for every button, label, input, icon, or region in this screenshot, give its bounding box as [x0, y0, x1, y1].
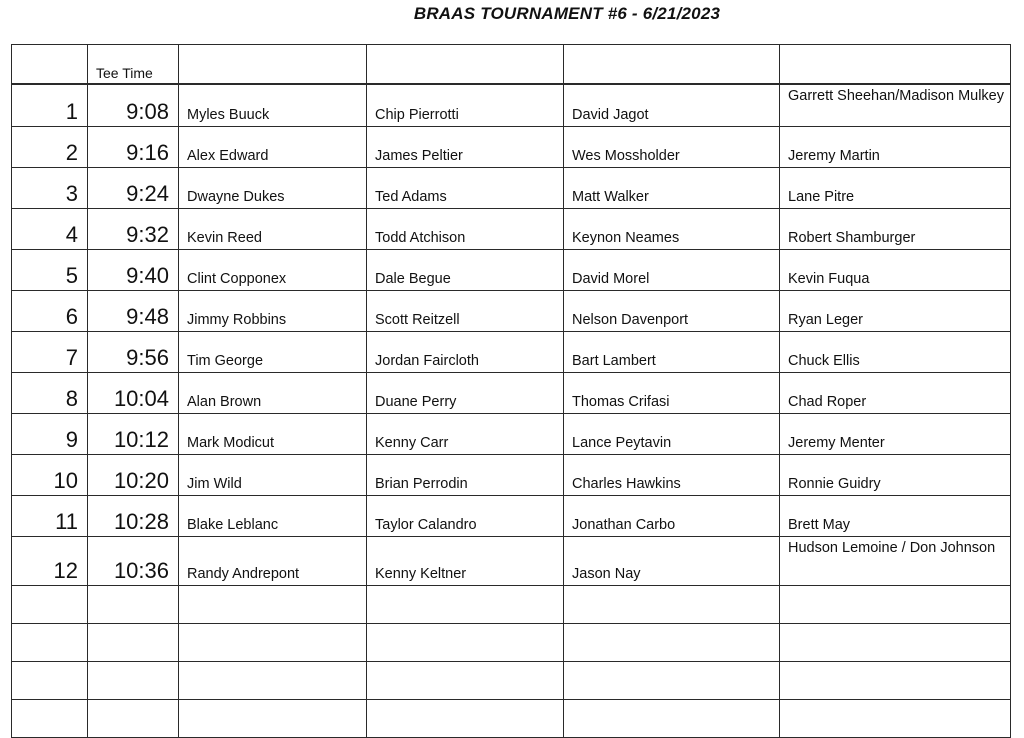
table-row [12, 496, 1011, 537]
empty-cell [88, 586, 179, 624]
player-4: Jeremy Martin [780, 127, 1011, 168]
player-4: Ryan Leger [780, 291, 1011, 332]
empty-cell [12, 662, 88, 700]
empty-cell [564, 662, 780, 700]
player-1: Jim Wild [179, 455, 367, 496]
group-number: 1 [12, 84, 88, 127]
player-2: Jordan Faircloth [367, 332, 564, 373]
player-1: Clint Copponex [179, 250, 367, 291]
empty-cell [179, 624, 367, 662]
table-row [12, 537, 1011, 586]
empty-row [12, 624, 1011, 662]
player-3: Thomas Crifasi [564, 373, 780, 414]
tee-time-table [11, 44, 1011, 738]
group-number: 3 [12, 168, 88, 209]
player-1: Blake Leblanc [179, 496, 367, 537]
header-cell-player-1 [179, 45, 367, 85]
table-row [12, 209, 1011, 250]
player-1: Dwayne Dukes [179, 168, 367, 209]
tee-time: 10:36 [88, 537, 179, 586]
player-1: Tim George [179, 332, 367, 373]
empty-cell [88, 624, 179, 662]
empty-cell [12, 700, 88, 738]
player-3: Matt Walker [564, 168, 780, 209]
header-cell-player-4 [780, 45, 1011, 85]
player-4: Kevin Fuqua [780, 250, 1011, 291]
player-3: David Morel [564, 250, 780, 291]
page-title: BRAAS TOURNAMENT #6 - 6/21/2023 [413, 4, 721, 23]
tee-time: 9:08 [88, 84, 179, 127]
player-2: Kenny Keltner [367, 537, 564, 586]
player-1: Mark Modicut [179, 414, 367, 455]
player-3: David Jagot [564, 84, 780, 127]
player-2: Brian Perrodin [367, 455, 564, 496]
player-4: Robert Shamburger [780, 209, 1011, 250]
group-number: 12 [12, 537, 88, 586]
tee-time: 9:40 [88, 250, 179, 291]
player-2: Todd Atchison [367, 209, 564, 250]
header-cell-num [12, 45, 88, 85]
empty-cell [367, 662, 564, 700]
group-number: 9 [12, 414, 88, 455]
group-number: 10 [12, 455, 88, 496]
group-number: 6 [12, 291, 88, 332]
tee-time: 10:28 [88, 496, 179, 537]
table-row [12, 455, 1011, 496]
group-number: 2 [12, 127, 88, 168]
empty-cell [12, 586, 88, 624]
player-3: Jonathan Carbo [564, 496, 780, 537]
table-row [12, 168, 1011, 209]
table-row [12, 84, 1011, 127]
header-cell-player-3 [564, 45, 780, 85]
group-number: 4 [12, 209, 88, 250]
empty-row [12, 586, 1011, 624]
empty-cell [12, 624, 88, 662]
group-number: 11 [12, 496, 88, 537]
player-3: Bart Lambert [564, 332, 780, 373]
player-4: Hudson Lemoine / Don Johnson [780, 537, 1011, 586]
table-row [12, 127, 1011, 168]
player-2: Ted Adams [367, 168, 564, 209]
tee-time: 9:48 [88, 291, 179, 332]
header-row [12, 45, 1011, 85]
tee-time: 9:32 [88, 209, 179, 250]
player-2: Scott Reitzell [367, 291, 564, 332]
group-number: 5 [12, 250, 88, 291]
empty-row [12, 700, 1011, 738]
player-1: Alan Brown [179, 373, 367, 414]
player-2: Kenny Carr [367, 414, 564, 455]
header-cell-tee-time: Tee Time [88, 45, 179, 85]
table-row [12, 332, 1011, 373]
player-3: Wes Mossholder [564, 127, 780, 168]
empty-cell [780, 662, 1011, 700]
player-3: Nelson Davenport [564, 291, 780, 332]
player-1: Jimmy Robbins [179, 291, 367, 332]
player-1: Myles Buuck [179, 84, 367, 127]
empty-cell [88, 700, 179, 738]
player-4: Jeremy Menter [780, 414, 1011, 455]
player-1: Randy Andrepont [179, 537, 367, 586]
empty-cell [564, 700, 780, 738]
player-2: Chip Pierrotti [367, 84, 564, 127]
player-2: Duane Perry [367, 373, 564, 414]
tee-time: 10:04 [88, 373, 179, 414]
empty-cell [780, 700, 1011, 738]
player-1: Alex Edward [179, 127, 367, 168]
group-number: 7 [12, 332, 88, 373]
empty-cell [367, 700, 564, 738]
header-cell-player-2 [367, 45, 564, 85]
tee-time: 9:56 [88, 332, 179, 373]
player-2: Dale Begue [367, 250, 564, 291]
empty-cell [564, 624, 780, 662]
player-4: Lane Pitre [780, 168, 1011, 209]
table-row [12, 291, 1011, 332]
empty-cell [780, 624, 1011, 662]
player-4: Chad Roper [780, 373, 1011, 414]
empty-cell [780, 586, 1011, 624]
group-number: 8 [12, 373, 88, 414]
player-3: Lance Peytavin [564, 414, 780, 455]
table-row [12, 373, 1011, 414]
table-row [12, 414, 1011, 455]
empty-cell [88, 662, 179, 700]
player-3: Jason Nay [564, 537, 780, 586]
player-1: Kevin Reed [179, 209, 367, 250]
player-2: James Peltier [367, 127, 564, 168]
player-4: Brett May [780, 496, 1011, 537]
empty-cell [367, 586, 564, 624]
empty-cell [179, 662, 367, 700]
player-3: Keynon Neames [564, 209, 780, 250]
player-4: Garrett Sheehan/Madison Mulkey [780, 84, 1011, 127]
empty-cell [564, 586, 780, 624]
tee-time: 9:24 [88, 168, 179, 209]
empty-cell [179, 586, 367, 624]
empty-cell [179, 700, 367, 738]
player-4: Ronnie Guidry [780, 455, 1011, 496]
player-3: Charles Hawkins [564, 455, 780, 496]
player-4: Chuck Ellis [780, 332, 1011, 373]
table-row [12, 250, 1011, 291]
empty-row [12, 662, 1011, 700]
tee-time: 9:16 [88, 127, 179, 168]
tee-time: 10:12 [88, 414, 179, 455]
player-2: Taylor Calandro [367, 496, 564, 537]
tee-time: 10:20 [88, 455, 179, 496]
empty-cell [367, 624, 564, 662]
